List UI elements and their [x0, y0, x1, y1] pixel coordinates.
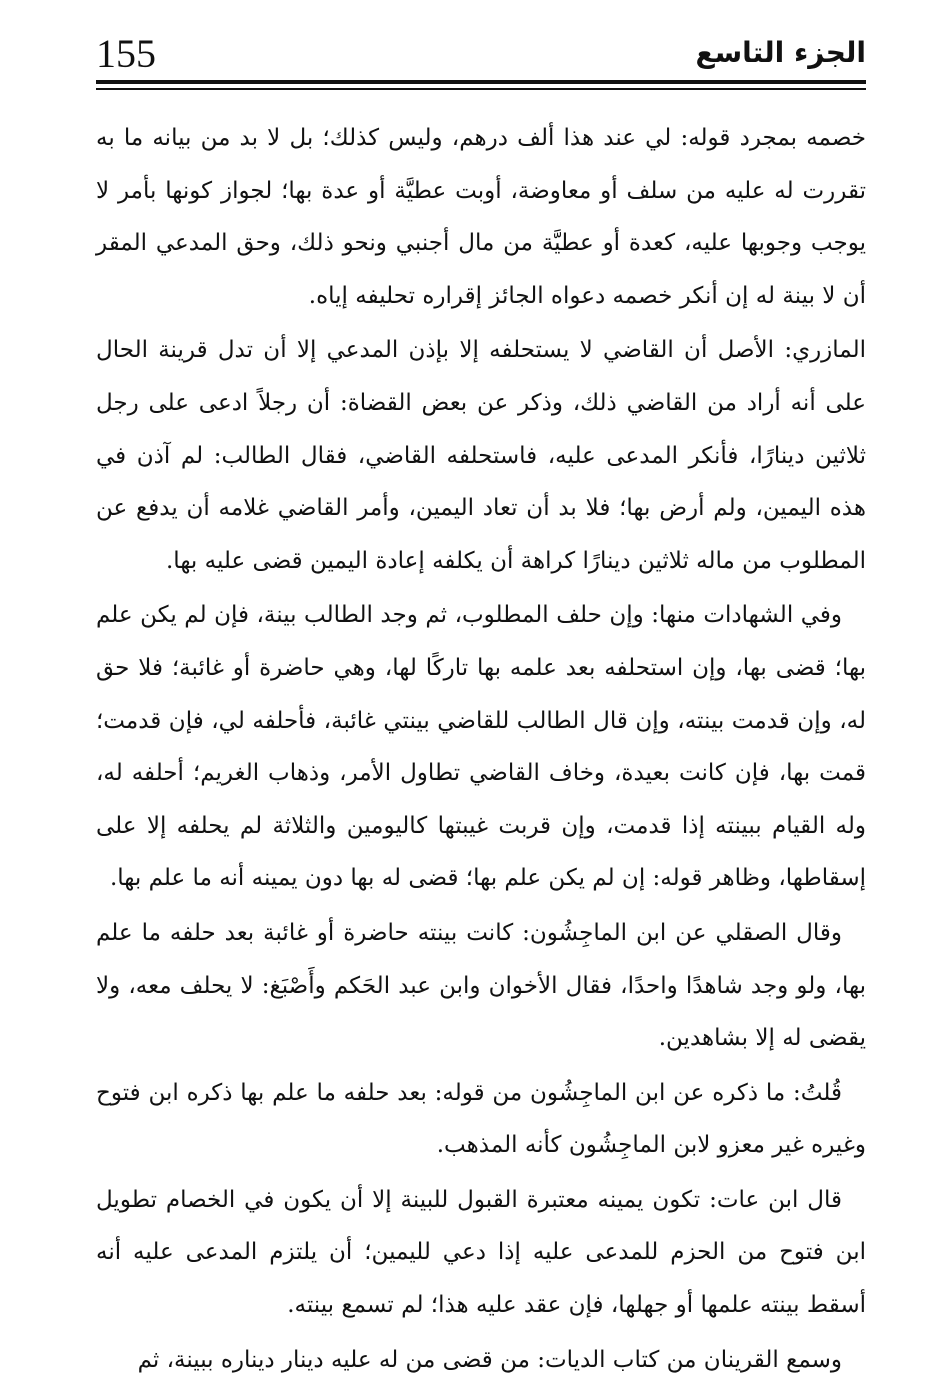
paragraph: قال ابن عات: تكون يمينه معتبرة القبول للبينة إلا أن يكون في الخصام تطويل ابن فتوح من الحزم للمدعى عليه إذا دعي لليمين؛ أن يلتزم المدعى عليه أنه أسقط بينته علمها أو جهلها، فإن عقد عليه هذا؛ لم تسمع بينته.: [96, 1186, 866, 1319]
paragraph: خصمه بمجرد قوله: لي عند هذا ألف درهم، وليس كذلك؛ بل لا بد من بيانه ما به تقررت له عليه من سلف أو معاوضة، أوبت عطيَّة أو عدة بها؛ لجواز كونها بأمر لا يوجب وجوبها عليه، كعدة أو عطيَّة من مال أجنبي ونحو ذلك، وحق المدعي المقر أن لا بينة له إن أنكر خصمه دعواه الجائز إقراره تحليفه إياه.: [96, 125, 866, 309]
paragraph: وسمع القرينان من كتاب الديات: من قضى من له عليه دينار ديناره ببينة، ثم: [137, 1346, 842, 1373]
paragraph: قُلتُ: ما ذكره عن ابن الماجِشُون من قوله: بعد حلفه ما علم بها ذكره ابن فتوح وغيره غير معزو لابن الماجِشُون كأنه المذهب.: [96, 1079, 866, 1159]
paragraph: المازري: الأصل أن القاضي لا يستحلفه إلا بإذن المدعي إلا أن تدل قرينة الحال على أنه أراد من القاضي ذلك، وذكر عن بعض القضاة: أن رجلاً ادعى على رجل ثلاثين دينارًا، فأنكر المدعى عليه، فاستحلفه القاضي، فقال الطالب: لم آذن في هذه اليمين، ولم أرض بها؛ فلا بد أن تعاد اليمين، وأمر القاضي غلامه أن يدفع عن المطلوب من ماله ثلاثين دينارًا كراهة أن يكلفه إعادة اليمين قضى عليه بها.: [96, 337, 866, 574]
paragraph: وفي الشهادات منها: وإن حلف المطلوب، ثم وجد الطالب بينة، فإن لم يكن علم بها؛ قضى بها، وإن استحلفه بعد علمه بها تاركًا لها، وهي حاضرة أو غائبة؛ فلا حق له، وإن قدمت بينته، وإن قال الطالب للقاضي بينتي غائبة، فأحلفه لي، فإن قدمت؛ قمت بها، فإن كانت بعيدة، وخاف القاضي تطاول الأمر، وذهاب الغريم؛ أحلفه له، وله القيام ببينته إذا قدمت، وإن قربت غيبتها كاليومين والثلاثة لم يحلفه إلا على إسقاطها، وظاهر قوله: إن لم يكن علم بها؛ قضى له بها دون يمينه أنه ما علم بها.: [96, 602, 866, 892]
page-header: [96, 28, 866, 88]
paragraph: وقال الصقلي عن ابن الماجِشُون: كانت بينته حاضرة أو غائبة بعد حلفه ما علم بها، ولو وجد شاهدًا واحدًا، فقال الأخوان وابن عبد الحَكم وأَصْبَغ: لا يحلف معه، ولا يقضى له إلا بشاهدين.: [96, 919, 866, 1052]
part-title: الجزء التاسع: [695, 36, 866, 69]
body-text: [96, 112, 866, 1388]
header-rule-thin: [96, 88, 866, 90]
header-rule-thick: [96, 80, 866, 84]
page-number: 155: [96, 31, 156, 76]
